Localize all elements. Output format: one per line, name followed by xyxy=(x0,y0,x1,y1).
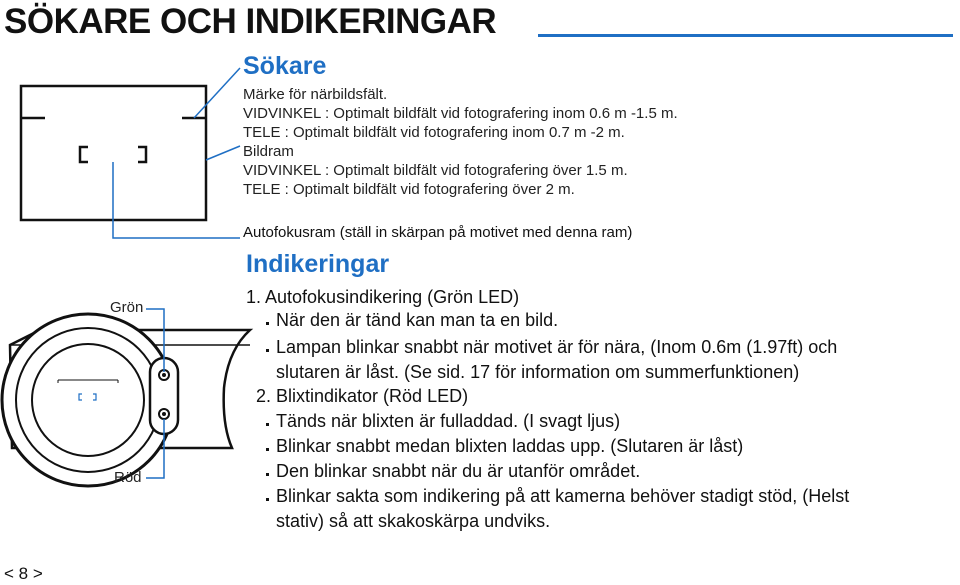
red-led-label: Röd xyxy=(114,469,142,486)
bullet xyxy=(266,349,269,352)
close-up-tele-text: TELE : Optimalt bildfält vid fotografering inom 0.7 m -2 m. xyxy=(243,124,625,141)
af-indicator-bullet-2: Lampan blinkar snabbt när motivet är för nära, (Inom 0.6m (1.97ft) och xyxy=(276,337,838,357)
camera-diagram xyxy=(2,314,250,486)
page-title: SÖKARE OCH INDIKERINGAR xyxy=(4,2,497,41)
image-frame-wide-text: VIDVINKEL : Optimalt bildfält vid fotografering över 1.5 m. xyxy=(243,162,628,179)
flash-indicator-bullet-4: Blinkar sakta som indikering på att kamerna behöver stadigt stöd, (Helst xyxy=(276,486,850,506)
image-frame-text: Bildram xyxy=(243,143,294,160)
bullet xyxy=(266,322,269,325)
af-frame-text: Autofokusram (ställ in skärpan på motivet med denna ram) xyxy=(243,224,633,241)
flash-indicator-heading: 2. Blixtindikator (Röd LED) xyxy=(256,386,469,406)
af-indicator-bullet-2-cont: slutaren är låst. (Se sid. 17 för information om summerfunktionen) xyxy=(276,362,800,382)
close-up-mark-text: Märke för närbildsfält. xyxy=(243,86,388,103)
viewfinder-leaders xyxy=(113,68,240,238)
af-bracket-left xyxy=(80,147,88,162)
flash-indicator-bullet-1: Tänds när blixten är fulladdad. (I svagt ljus) xyxy=(276,411,621,431)
af-indicator-bullet-1: När den är tänd kan man ta en bild. xyxy=(276,310,559,330)
indicators-title: Indikeringar xyxy=(246,250,390,278)
bullet xyxy=(266,448,269,451)
flash-indicator-bullet-4-cont: stativ) så att skakoskärpa undviks. xyxy=(276,511,551,531)
bullet xyxy=(266,423,269,426)
flash-indicator-bullet-3: Den blinkar snabbt när du är utanför området. xyxy=(276,461,641,481)
bullet xyxy=(266,473,269,476)
bullet xyxy=(266,498,269,501)
flash-indicator-bullet-2: Blinkar snabbt medan blixten laddas upp. (Slutaren är låst) xyxy=(276,436,744,456)
image-frame-tele-text: TELE : Optimalt bildfält vid fotografering över 2 m. xyxy=(243,181,575,198)
page-number: < 8 > xyxy=(4,564,43,583)
af-indicator-heading: 1. Autofokusindikering (Grön LED) xyxy=(246,287,520,307)
viewfinder-title: Sökare xyxy=(243,52,327,80)
close-up-wide-text: VIDVINKEL : Optimalt bildfält vid fotografering inom 0.6 m -1.5 m. xyxy=(243,105,678,122)
green-led-label: Grön xyxy=(110,299,144,316)
af-bracket-right xyxy=(138,147,146,162)
